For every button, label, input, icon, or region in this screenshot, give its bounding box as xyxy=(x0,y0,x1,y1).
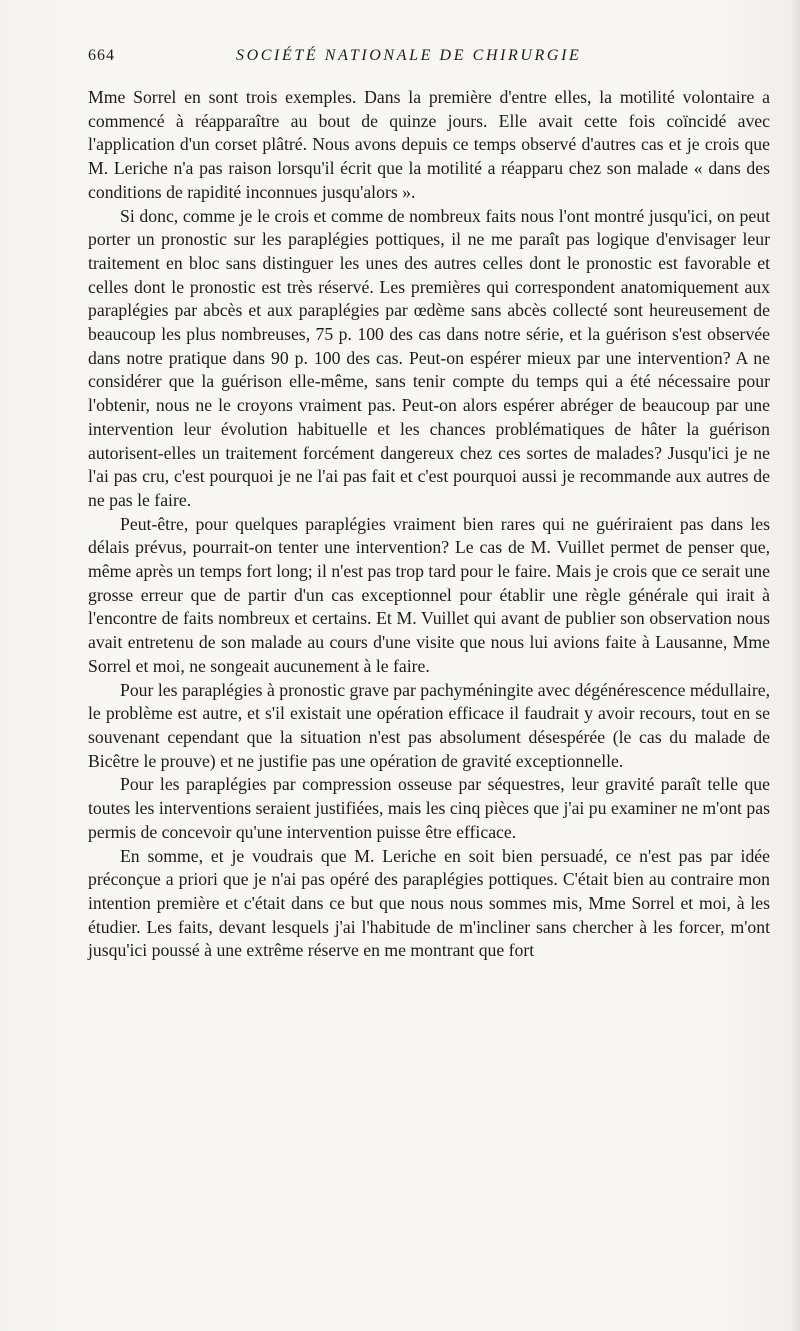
page-edge-shadow xyxy=(790,0,800,1331)
paragraph-2: Si donc, comme je le crois et comme de nombreux faits nous l'ont montré jusqu'ici, on peut porter un pronostic sur les paraplégies pottiques, il ne me paraît pas logique d'envisager leur traitement en bloc sans distinguer les unes des autres celles dont le pronostic est favorable et celles dont le pronostic est très réservé. Les premières qui correspondent anatomiquement aux paraplégies par abcès et aux paraplégies par œdème sans abcès collecté sont heureusement de beaucoup les plus nombreuses, 75 p. 100 des cas dans notre série, et la guérison s'est observée dans notre pratique dans 90 p. 100 des cas. Peut-on espérer mieux par une intervention? A ne considérer que la guérison elle-même, sans tenir compte du temps qui a été nécessaire pour l'obtenir, nous ne le croyons vraiment pas. Peut-on alors espérer abréger de beaucoup par une intervention leur évolution habituelle et les chances problématiques de hâter la guérison autorisent-elles un traitement forcément dangereux chez ces sortes de malades? Jusqu'ici je ne l'ai pas cru, c'est pourquoi je ne l'ai pas fait et c'est pourquoi aussi je recommande aux autres de ne pas le faire. xyxy=(88,205,770,510)
paragraph-3: Peut-être, pour quelques paraplégies vraiment bien rares qui ne guériraient pas dans les délais prévus, pourrait-on tenter une intervention? Le cas de M. Vuillet permet de penser que, même après un temps fort long; il n'est pas trop tard pour le faire. Mais je crois que ce serait une grosse erreur que de partir d'un cas exceptionnel pour établir une règle générale qui irait à l'encontre de faits nombreux et certains. Et M. Vuillet qui avant de publier son observation nous avait entretenu de son malade au cours d'une visite que nous lui avions faite à Lausanne, Mme Sorrel et moi, ne songeait aucunement à le faire. xyxy=(88,513,770,676)
paragraph-5: Pour les paraplégies par compression osseuse par séquestres, leur gravité paraît telle que toutes les interventions seraient justifiées, mais les cinq pièces que j'ai pu examiner ne m'ont pas permis de concevoir qu'une intervention puisse être efficace. xyxy=(88,774,770,842)
paragraph-6: En somme, et je voudrais que M. Leriche en soit bien persuadé, ce n'est pas par idée préconçue a priori que je n'ai pas opéré des paraplégies pottiques. C'était bien au contraire mon intention première et c'était dans ce but que nous nous sommes mis, Mme Sorrel et moi, à les étudier. Les faits, devant lesquels j'ai l'habitude de m'incliner sans chercher à les forcer, m'ont jusqu'ici poussé à une extrême réserve en me montrant que fort xyxy=(88,845,770,961)
paragraph-1: Mme Sorrel en sont trois exemples. Dans la première d'entre elles, la motilité volontaire a commencé à réapparaître au bout de quinze jours. Elle avait cette fois coïncidé avec l'application d'un corset plâtré. Nous avons depuis ce temps observé d'autres cas et je crois que M. Leriche n'a pas raison lorsqu'il écrit que la motilité a réapparu chez son malade « dans des conditions de rapidité inconnues jusqu'alors ». xyxy=(88,87,770,202)
running-head xyxy=(88,44,770,68)
page-number: 664 xyxy=(88,47,115,64)
paragraph-4: Pour les paraplégies à pronostic grave par pachyméningite avec dégénérescence médullaire, le problème est autre, et s'il existait une opération efficace il faudrait y avoir recours, tout en se souvenant cependant que la situation n'est pas absolument désespérée (le cas du malade de Bicêtre le prouve) et ne justifie pas une opération de gravité exceptionnelle. xyxy=(88,679,770,771)
running-title: SOCIÉTÉ NATIONALE DE CHIRURGIE xyxy=(236,47,582,64)
body-text xyxy=(88,86,770,963)
